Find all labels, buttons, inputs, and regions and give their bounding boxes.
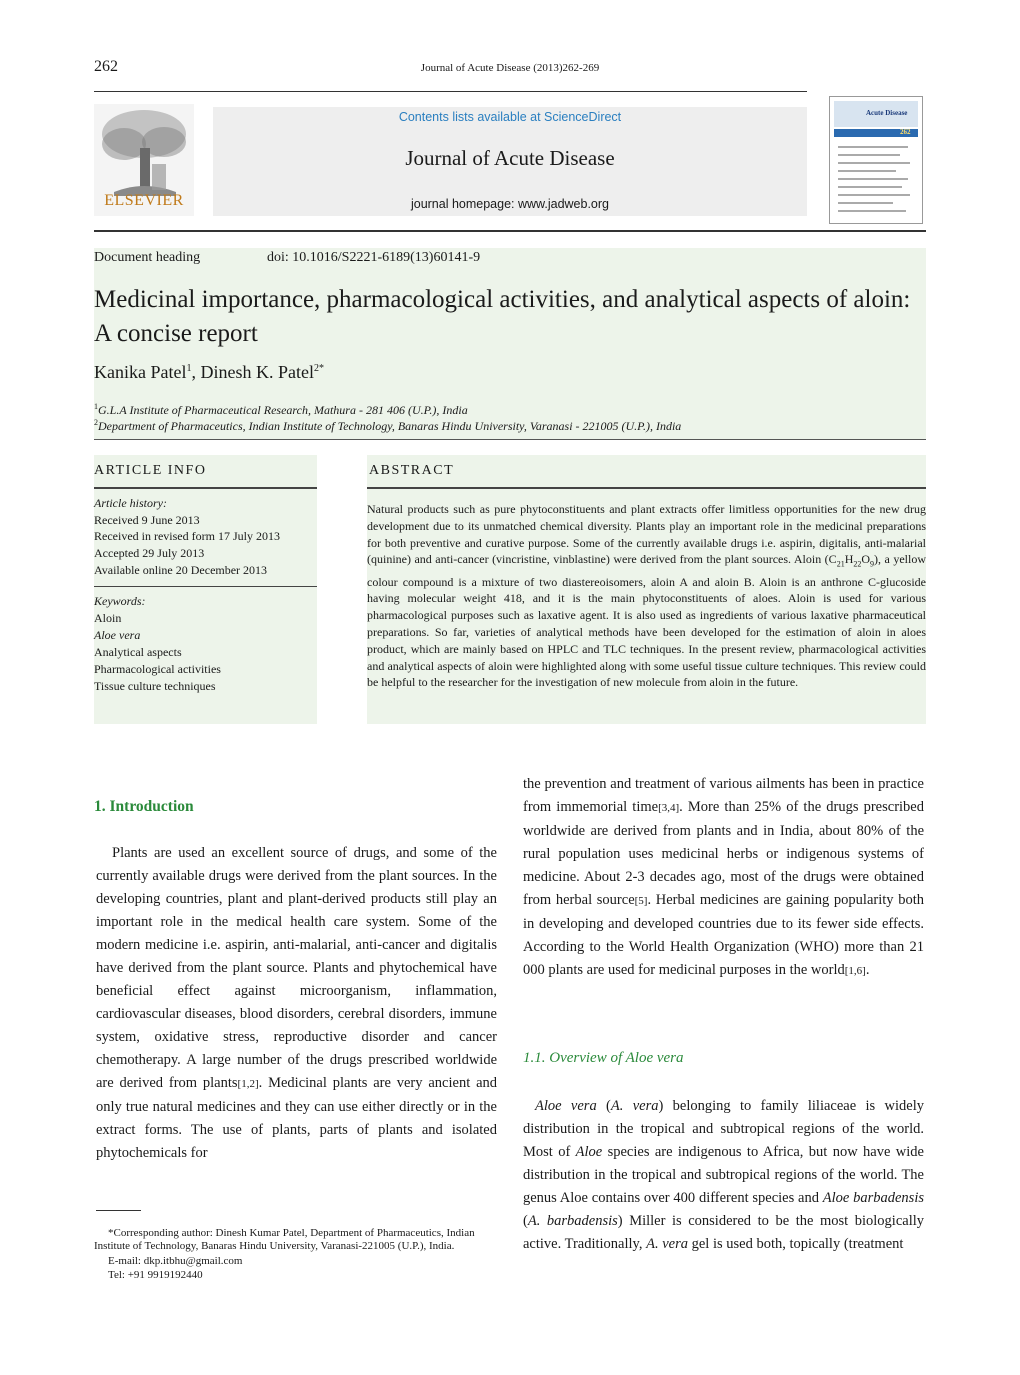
keyword-item: Pharmacological activities — [94, 662, 221, 676]
accepted-date: Accepted 29 July 2013 — [94, 546, 205, 560]
formula-element: H — [844, 552, 854, 567]
right-part-d: . — [865, 962, 870, 978]
citation[interactable]: [1,2] — [237, 1078, 259, 1090]
text-run: ( — [596, 1098, 611, 1114]
formula-sub: 9 — [870, 559, 875, 569]
footnote-email[interactable]: E-mail: dkp.itbhu@gmail.com — [108, 1255, 243, 1267]
keyword-item: Tissue culture techniques — [94, 679, 216, 693]
author-1: Kanika Patel — [94, 362, 187, 382]
affiliation-1 — [94, 402, 468, 418]
online-date: Available online 20 December 2013 — [94, 563, 268, 577]
journal-name: Journal of Acute Disease — [405, 146, 615, 170]
text-run: gel is used both, topically (treatment — [687, 1236, 904, 1252]
species-name: Aloe — [575, 1144, 603, 1160]
journal-cover-thumbnail — [829, 96, 923, 224]
introduction-text — [96, 842, 497, 1165]
affil-2-mark: 2 — [94, 418, 98, 427]
author-2: Dinesh K. Patel — [200, 362, 314, 382]
article-info-rule — [94, 487, 317, 489]
affiliation-2 — [94, 418, 681, 434]
abstract-text — [367, 501, 926, 691]
keywords-rule — [94, 586, 317, 587]
footnote-rule — [96, 1210, 141, 1211]
elsevier-logo — [94, 104, 194, 216]
revised-date: Received in revised form 17 July 2013 — [94, 529, 280, 543]
page-number: 262 — [94, 58, 118, 75]
doi: doi: 10.1016/S2221-6189(13)60141-9 — [267, 250, 481, 265]
formula-sub: 22 — [853, 559, 862, 569]
cover-lines-icon — [838, 143, 914, 217]
header-rule — [94, 91, 807, 92]
citation[interactable]: [3,4] — [658, 802, 680, 814]
keyword-item: Aloe vera — [94, 628, 141, 642]
keyword-item: Analytical aspects — [94, 645, 182, 659]
abstract-part-2: ), a yellow colour compound is a mixture of two diastereoisomers, aloin A and aloin B. Aloin is an anthrone C-glucoside having molecular weight 418, and it is the main phytoconstituents of aloes. Aloin is used for various pharmacological purposes such as laxative agent. It is also used as ingredients of various laxative pharmaceutical preparations. So far, varieties of analytical methods have been developed for the estimation of aloin in aloes product, which are mainly based on HPLC and TLC techniques. In the present review, pharmacological activities and analytical aspects of aloin were highlighted along with some useful tissue culture techniques. This review could be helpful to the researcher for the investigation of new molecule from aloin in the future. — [367, 552, 926, 690]
affil-1-mark: 1 — [94, 402, 98, 411]
introduction-heading: 1. Introduction — [94, 798, 194, 815]
document-heading: Document heading — [94, 250, 201, 265]
abstract-part-1: Natural products such as pure phytoconstituents and plant extracts offer limitless opportunities for the new drug development due to its unmatched chemical diversity. Plants play an important role in the medicinal preparations for both preventive and curative purpose. Some of the currently available drugs i.e. aspirin, digitalis, anti-malarial (quinine) and anti-cancer (vincristine, vinblastine) were derived from the plant sources. Aloin (C — [367, 502, 926, 567]
subsection-heading: 1.1. Overview of Aloe vera — [523, 1050, 684, 1066]
cover-issue: 262 — [900, 128, 911, 136]
text-run: ) belonging to family liliaceae is widely distribution in the tropical and subtropical regions of the world. Most of — [523, 1098, 924, 1160]
footnote-tel: Tel: +91 9919192440 — [108, 1269, 203, 1281]
author-separator: , — [191, 362, 201, 382]
authors — [94, 362, 324, 383]
species-name: A. vera — [610, 1098, 659, 1114]
intro-part-1: Plants are used an excellent source of drugs, and some of the currently available drugs were derived from the plant sources. In the developing countries, plant and plant-derived products still play an important role in the medical health care system. Some of the modern medicine i.e. aspirin, anti-malarial, anti-cancer and digitalis have derived from the plant source. Plants and phytochemical have beneficial effect against microorganism, inflammation, cardiovascular diseases, blood disorders, cerebral disorders, immune system, oxidative stress, reproductive disorder and cancer chemotherapy. A large number of the drugs prescribed worldwide are derived from plants — [96, 845, 497, 1091]
author-2-mark: 2* — [313, 363, 324, 374]
author-1-mark: 1 — [186, 363, 192, 374]
citation[interactable]: [1,6] — [844, 965, 866, 977]
formula-sub: 21 — [836, 559, 845, 569]
history-label: Article history: — [94, 496, 167, 510]
masthead-rule — [94, 230, 926, 232]
formula-element: O — [861, 552, 871, 567]
title-rule — [94, 439, 926, 440]
article-info-heading: ARTICLE INFO — [94, 463, 207, 478]
introduction-continued — [523, 773, 924, 983]
affil-2-text: Department of Pharmaceutics, Indian Institute of Technology, Banaras Hindu University, Varanasi - 221005 (U.P.), India — [98, 419, 682, 433]
affil-1-text: G.L.A Institute of Pharmaceutical Research, Mathura - 281 406 (U.P.), India — [98, 403, 468, 417]
running-header: Journal of Acute Disease (2013)262-269 — [420, 62, 600, 74]
citation[interactable]: [5] — [634, 895, 648, 907]
received-date: Received 9 June 2013 — [94, 513, 200, 527]
keywords-label: Keywords: — [94, 594, 146, 608]
text-run: ) Miller is considered to be the most biologically active. Traditionally, — [523, 1213, 925, 1252]
species-name: Aloe vera — [535, 1098, 597, 1114]
right-part-b: . More than 25% of the drugs prescribed worldwide are derived from plants and in India, about 80% of the rural population uses medicinal herbs or indigenous systems of medicine. About 2-3 decades ago, most of the drugs were obtained from herbal source — [523, 799, 924, 908]
text-run: species are indigenous to Africa, but now have wide distribution in the tropical and subtropical regions of the world. The genus Aloe contains over 400 different species and — [523, 1144, 924, 1206]
species-name: Aloe barbadensis — [822, 1190, 924, 1206]
aloe-overview-text — [523, 1095, 924, 1256]
abstract-rule — [367, 487, 926, 489]
corresponding-author: *Corresponding author: Dinesh Kumar Patel, Department of Pharmaceutics, Indian Institute of Technology, Banaras Hindu University, Varanasi-221005 (U.P.), India. — [94, 1227, 475, 1252]
publisher-wordmark: ELSEVIER — [104, 192, 184, 209]
contents-link[interactable]: Contents lists available at ScienceDirect — [398, 110, 622, 124]
species-name: A. vera — [646, 1236, 688, 1252]
keyword-item: Aloin — [94, 611, 122, 625]
right-part-a: the prevention and treatment of various ailments has been in practice from immemorial time — [523, 776, 924, 815]
species-name: A. barbadensis — [527, 1213, 618, 1229]
intro-part-2: . Medicinal plants are very ancient and only true natural medicines and they can use either directly or in the extract forms. The use of plants, parts of plants and isolated phytochemicals for — [96, 1075, 497, 1161]
cover-title: Acute Disease — [866, 109, 908, 117]
journal-homepage-link[interactable]: journal homepage: www.jadweb.org — [410, 197, 610, 211]
article-title: Medicinal importance, pharmacological activities, and analytical aspects of aloin: A concise report — [94, 286, 911, 347]
text-run: ( — [523, 1213, 528, 1229]
right-part-c: . Herbal medicines are gaining popularity both in developing and developed countries due to its fewer side effects. According to the World Health Organization (WHO) more than 21 000 plants are used for medicinal purposes in the world — [523, 892, 924, 978]
abstract-heading: ABSTRACT — [369, 463, 455, 478]
